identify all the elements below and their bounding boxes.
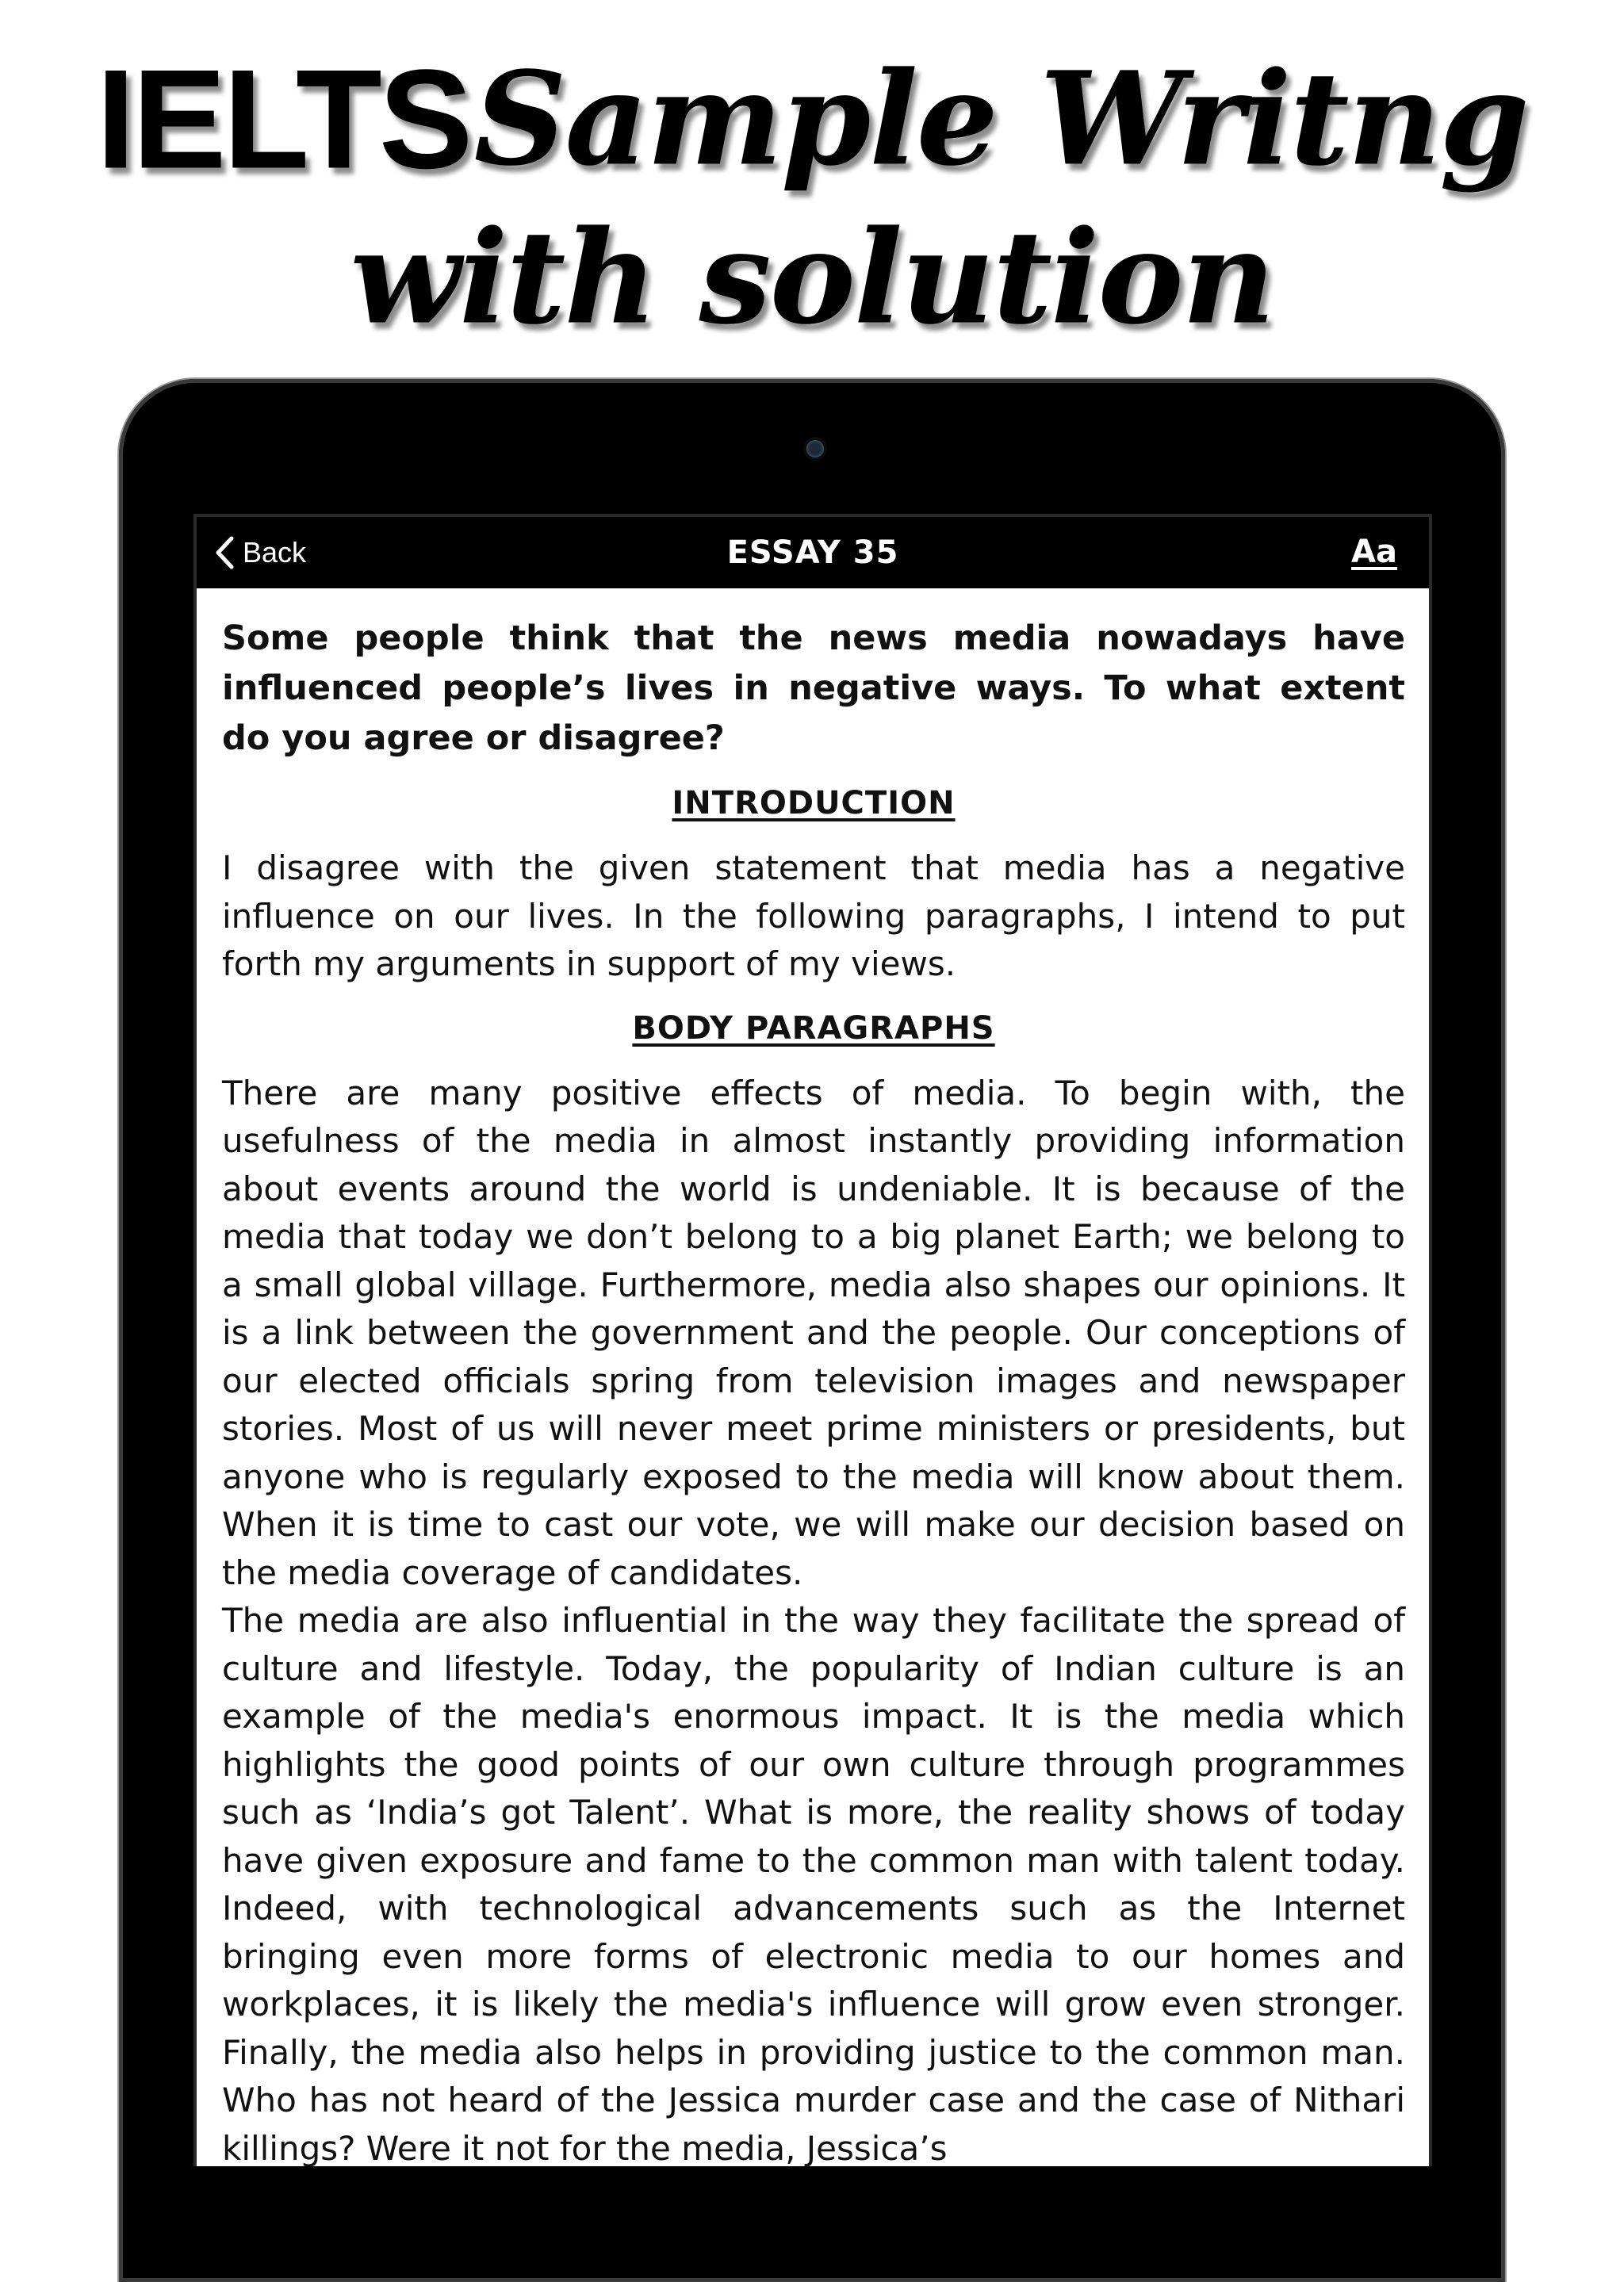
front-camera-icon — [806, 440, 824, 458]
body-paragraph-1: There are many positive effects of media. To begin with, the usefulness of the media in almost instantly providing information about events around the world is undeniable. It is because of the media that today we don’t belong to a big planet Earth; we belong to a small global village. Furthermore, media also shapes our opinions. It is a link between the government and the people. Our conceptions of our elected officials spring from television images and newspaper stories. Most of us will never meet prime ministers or presidents, but anyone who is regularly exposed to the media will know about them. When it is time to cast our vote, we will make our decision based on the media coverage of candidates. — [222, 1073, 1405, 1592]
essay-question: Some people think that the news media nowadays have influenced people’s lives in negative ways. To what extent do you agree or disagree? — [222, 618, 1405, 758]
introduction-paragraph: I disagree with the given statement that media has a negative influence on our lives. In the following paragraphs, I intend to put forth my arguments in support of my views. — [222, 848, 1405, 983]
promo-headline-bold: IELTS — [96, 40, 470, 198]
back-button[interactable] — [214, 517, 306, 588]
promo-headline-script-1: Sample Writng — [473, 44, 1528, 195]
body-paragraph-2: The media are also influential in the way they facilitate the spread of culture and lifestyle. Today, the popularity of Indian culture is an example of the media's enormous impact. It is the media which highlights the good points of our own culture through programmes such as ‘India’s got Talent’. What is more, the reality shows of today have given exposure and fame to the common man with talent today. Indeed, with technological advancements such as the Internet bringing even more forms of electronic media to our homes and workplaces, it is likely the media's influence will grow even stronger. Finally, the media also helps in providing justice to the common man. Who has not heard of the Jessica murder case and the case of Nithari killings? Were it not for the media, Jessica’s — [222, 1601, 1405, 2166]
font-size-button[interactable]: Aa — [1351, 534, 1397, 570]
page-title: ESSAY 35 — [726, 534, 899, 571]
promo-headline-line-1 — [0, 32, 1624, 206]
essay-content — [222, 588, 1405, 2166]
navigation-bar — [197, 514, 1429, 588]
introduction-heading: INTRODUCTION — [672, 785, 956, 821]
promo-headline — [0, 32, 1624, 357]
back-button-label: Back — [243, 536, 307, 569]
app-screen — [193, 514, 1432, 2166]
chevron-left-icon — [214, 535, 235, 570]
promo-headline-line-2 — [0, 202, 1624, 357]
body-heading: BODY PARAGRAPHS — [632, 1009, 995, 1047]
promo-headline-script-2: with solution — [350, 202, 1274, 354]
